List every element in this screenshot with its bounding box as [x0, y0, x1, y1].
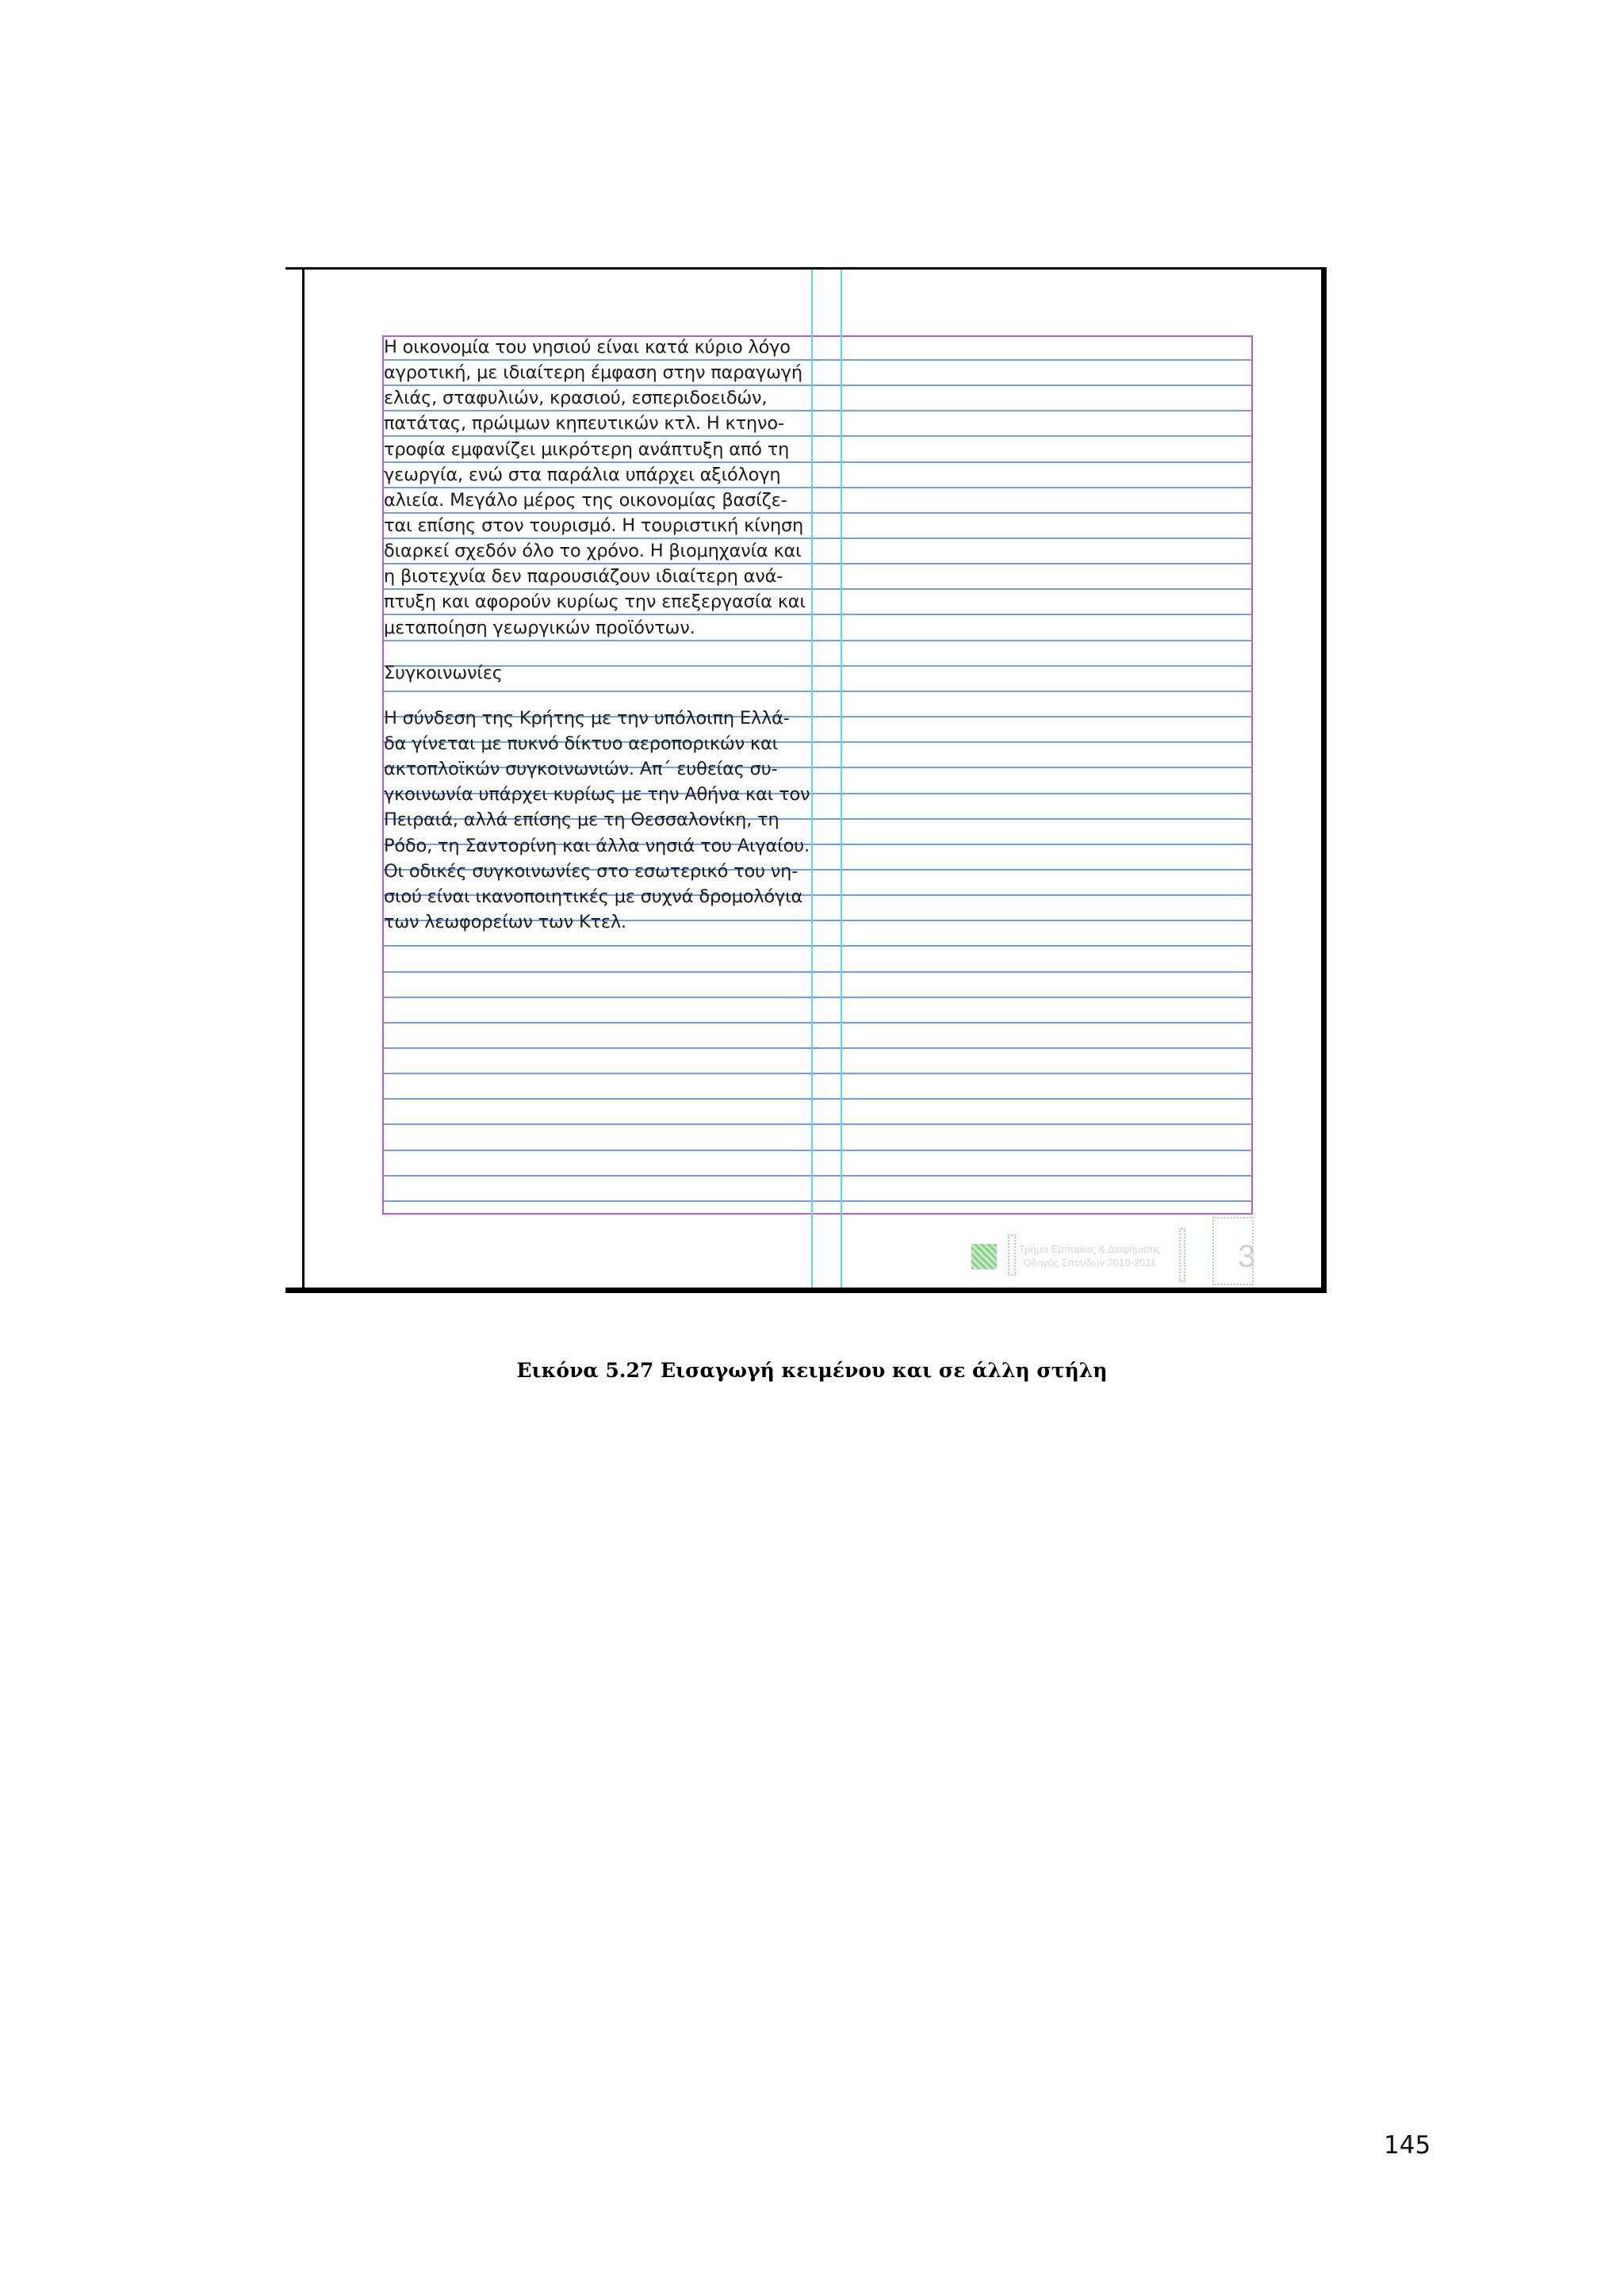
text-line: τροφία εμφανίζει μικρότερη ανάπτυξη από τη [384, 438, 790, 460]
footer-department: Τμήμα Εμπορίας & Διαφήμισης [1019, 1243, 1161, 1255]
footer-guide: Οδηγός Σπουδών 2010-2011 [1023, 1257, 1156, 1269]
page-edge-left [302, 267, 304, 1293]
text-line: ται επίσης στον τουρισμό. Η τουριστική κίνηση [384, 515, 804, 536]
page-edge-stub [285, 267, 303, 270]
dotted-frame-icon [1179, 1228, 1185, 1282]
text-line: μεταποίηση γεωργικών προϊόντων. [384, 617, 695, 638]
text-line: ακτοπλοϊκών συγκοινωνιών. Απ΄ ευθείας συ- [384, 759, 778, 780]
text-line: πτυξη και αφορούν κυρίως την επεξεργασία και [384, 591, 806, 613]
text-line: αγροτική, με ιδιαίτερη έμφαση στην παραγωγή [384, 362, 802, 384]
text-line: Ρόδο, τη Σαντορίνη και άλλα νησιά του Αιγαίου. [384, 835, 810, 856]
paragraph-economy [384, 335, 816, 641]
indesign-page-screenshot [288, 267, 1327, 1293]
text-line: σιού είναι ικανοποιητικές με συχνά δρομολόγια [384, 886, 803, 907]
text-line: αλιεία. Μεγάλο μέρος της οικονομίας βασίζε- [384, 489, 787, 511]
text-line: πατάτας, πρώιμων κηπευτικών κτλ. Η κτηνο- [384, 413, 784, 434]
stamp-logo-icon [971, 1244, 997, 1269]
column-guide-right[interactable] [841, 270, 842, 1288]
text-line: Οι οδικές συγκοινωνίες στο εσωτερικό του νη- [384, 860, 799, 882]
dotted-frame-icon [1008, 1234, 1016, 1276]
text-line: των λεωφορείων των Κτελ. [384, 911, 626, 932]
page-edge-right-shadow [1321, 267, 1327, 1293]
footer-page-digit: 3 [1238, 1239, 1256, 1274]
text-line: γεωργία, ενώ στα παράλια υπάρχει αξιόλογη [384, 464, 781, 485]
text-line: δα γίνεται με πυκνό δίκτυο αεροπορικών και [384, 733, 778, 754]
page-edge-bottom-shadow [285, 1288, 1327, 1293]
heading-transport: Συγκοινωνίες [384, 662, 503, 683]
text-line: γκοινωνία υπάρχει κυρίως με την Αθήνα και τον [384, 784, 810, 806]
footer-text-block [1019, 1242, 1160, 1269]
text-line: Η σύνδεση της Κρήτης με την υπόλοιπη Ελλά- [384, 707, 790, 729]
text-line: ελιάς, σταφυλιών, κρασιού, εσπεριδοειδών, [384, 388, 768, 409]
text-line: Η οικονομία του νησιού είναι κατά κύριο λόγο [384, 337, 791, 358]
figure-caption: Εικόνα 5.27 Εισαγωγή κειμένου και σε άλλη στήλη [516, 1359, 1108, 1382]
text-line: διαρκεί σχεδόν όλο το χρόνο. Η βιομηχανία και [384, 541, 802, 562]
paragraph-transport [384, 706, 816, 935]
text-frame-column-1[interactable] [384, 335, 816, 935]
text-line: η βιοτεχνία δεν παρουσιάζουν ιδιαίτερη ανά- [384, 566, 783, 587]
text-line: Πειραιά, αλλά επίσης με τη Θεσσαλονίκη, τη [384, 809, 779, 831]
footer-stamp [971, 1234, 1245, 1274]
page-number: 145 [1384, 2131, 1431, 2160]
